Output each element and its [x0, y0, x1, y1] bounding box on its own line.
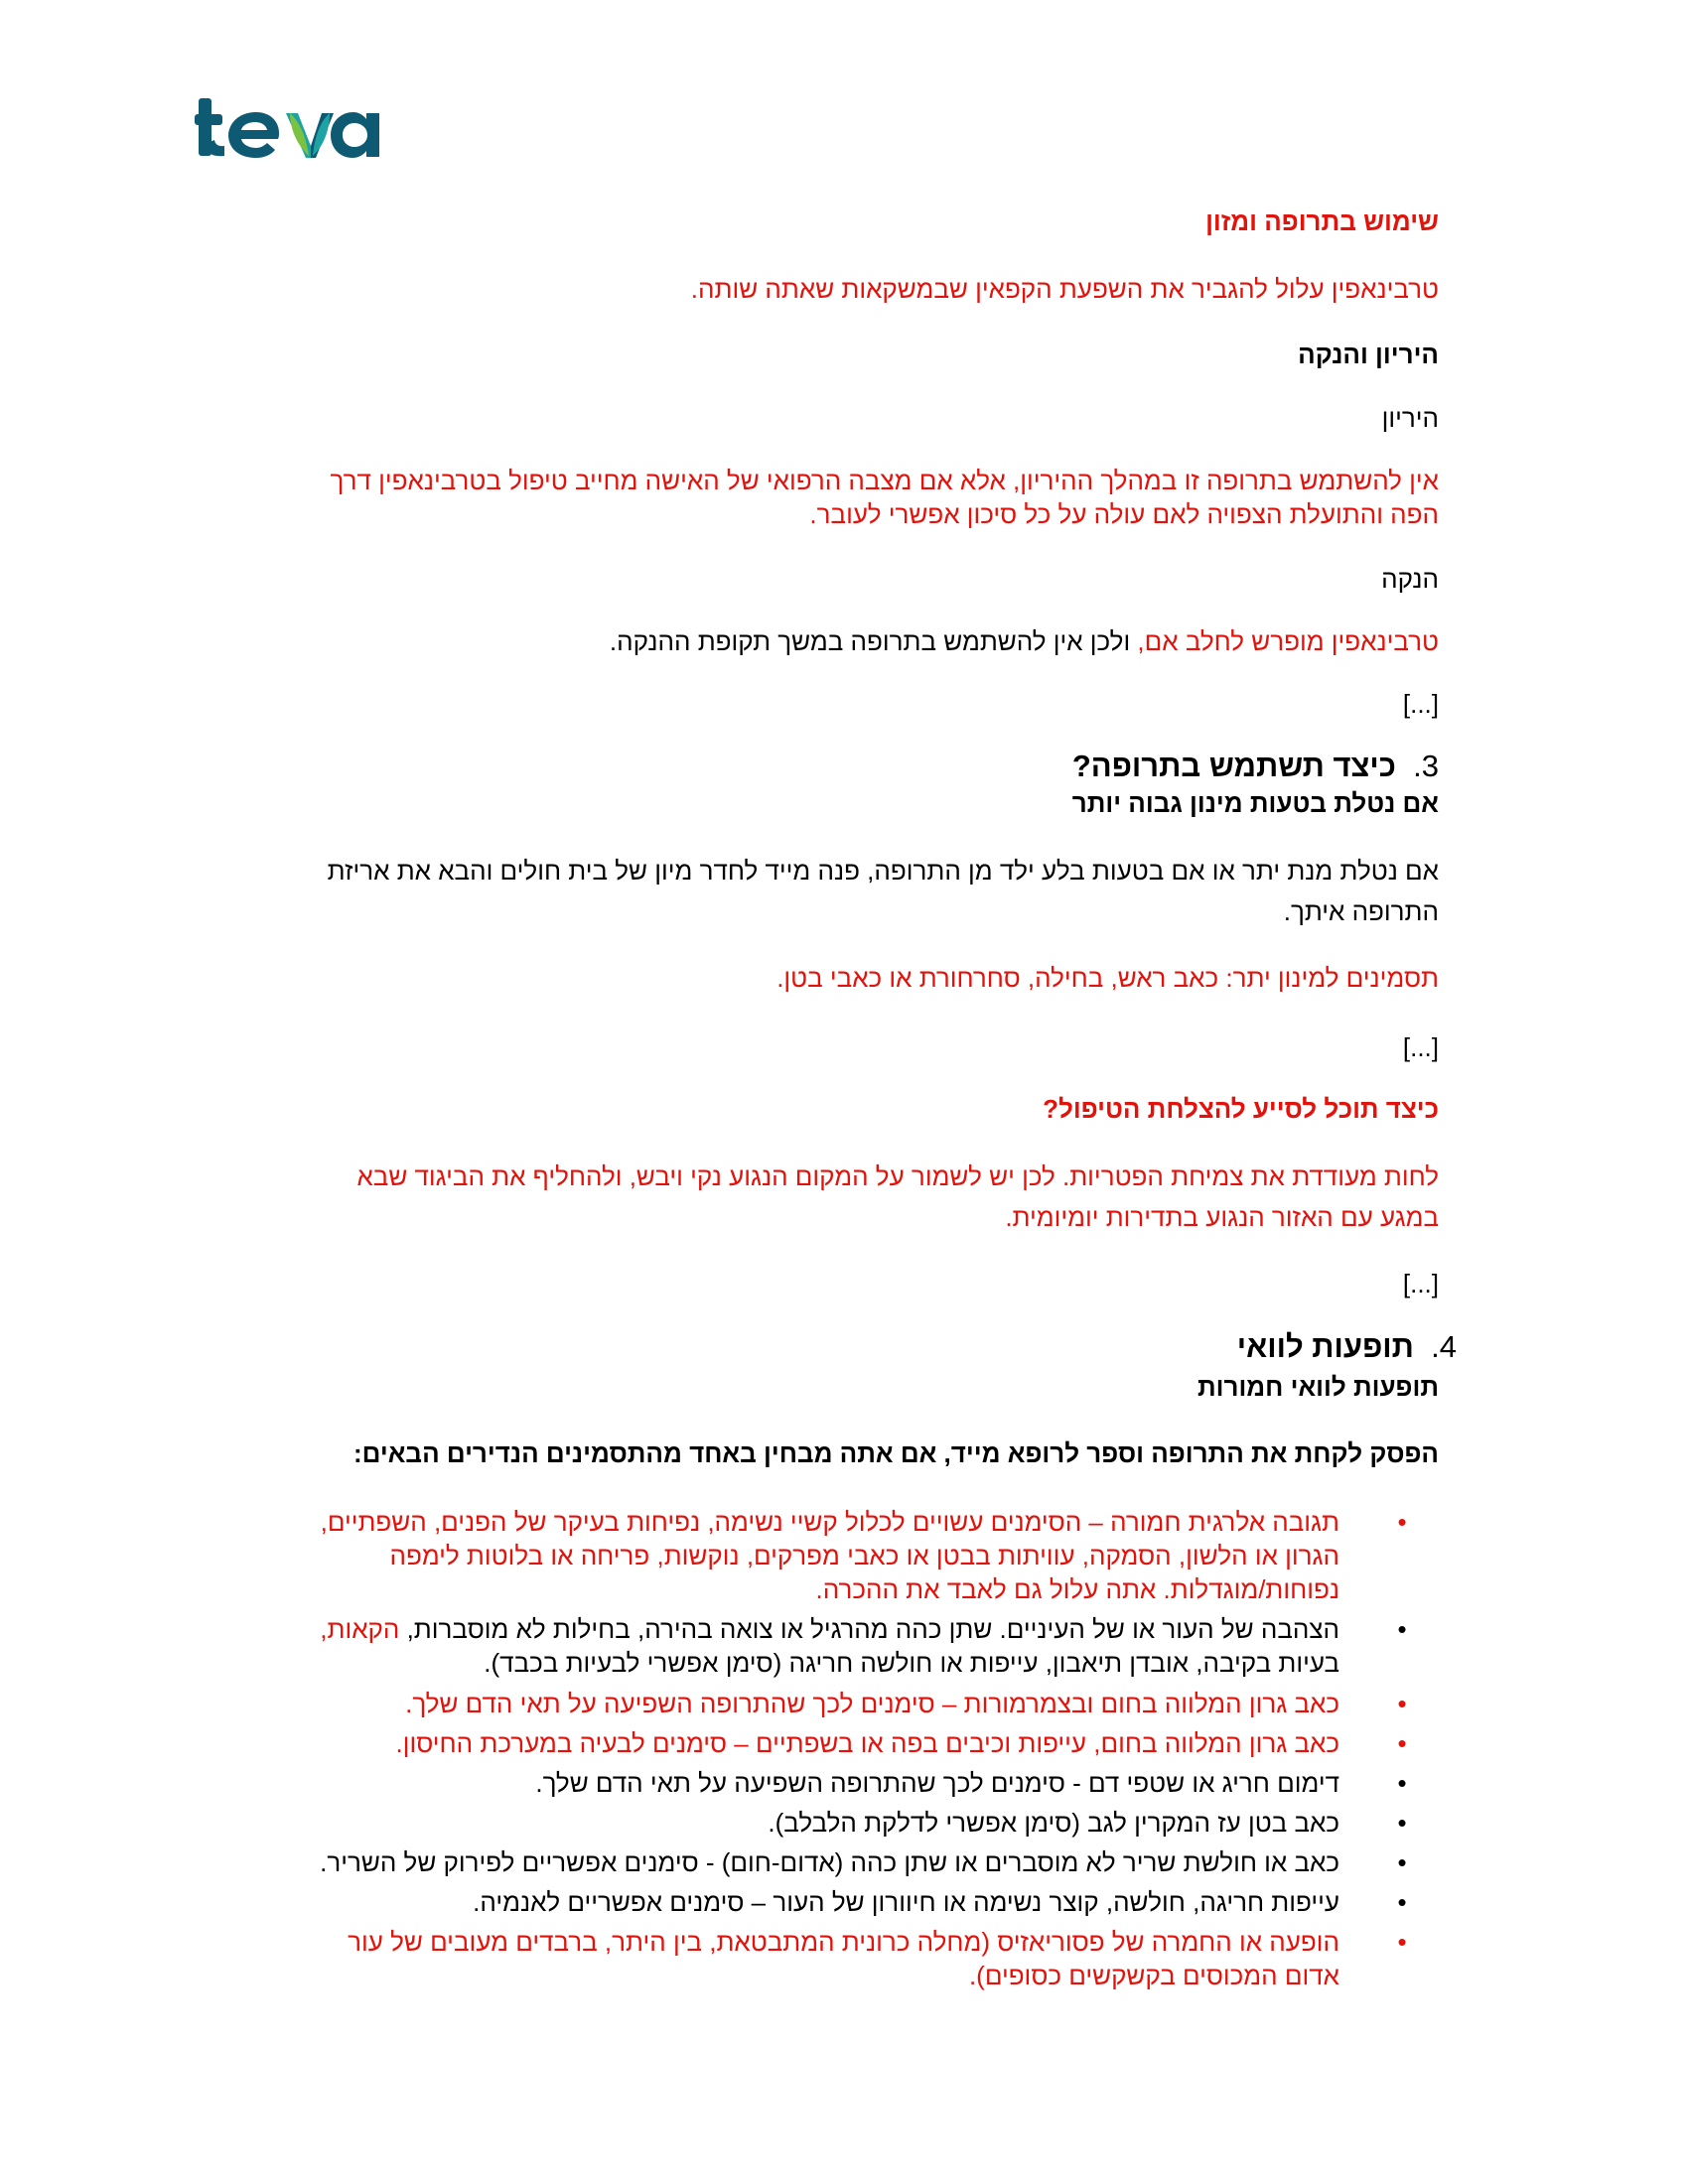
bullet-icon: •	[1397, 1689, 1407, 1718]
overdose-text-line-1: אם נטלת מנת יתר או אם בטעות בלע ילד מן התרופה, פנה מייד לחדר מיון של בית חולים והבא את אריזת	[327, 856, 1439, 886]
list-item-text-red: הקאות,	[320, 1614, 407, 1644]
ellipsis-1: [...]	[1402, 689, 1439, 719]
help-text-line-1: לחות מעודדת את צמיחת הפטריות. לכן יש לשמור על המקום הנגוע נקי ויבש, ולהחליף את הביגוד שבא	[356, 1161, 1439, 1191]
bullet-icon: •	[1397, 1768, 1407, 1798]
list-item	[194, 1505, 1407, 1612]
ellipsis-2: [...]	[1402, 1032, 1439, 1062]
section-3-number: 3.	[1413, 749, 1439, 783]
list-item-line: כאב בטן עז המקרין לגב (סימן אפשרי לדלקת הלבלב).	[768, 1808, 1339, 1838]
list-item	[194, 1925, 1407, 1994]
nursing-text	[194, 624, 1439, 658]
bullet-icon: •	[1397, 1887, 1407, 1917]
section-4-heading	[211, 1330, 1457, 1364]
overdose-text-line-2: התרופה איתך.	[1283, 896, 1439, 926]
pregnancy-text-line-2: הפה והתועלת הצפויה לאם עולה על כל סיכון אפשרי לעובר.	[809, 499, 1439, 529]
bullet-icon: •	[1397, 1507, 1407, 1537]
list-item	[194, 1687, 1407, 1726]
nursing-subtitle: הנקה	[1381, 564, 1439, 594]
list-item-line: כאב גרון המלווה בחום, עייפות וכיבים בפה או בשפתיים – סימנים לבעיה במערכת החיסון.	[395, 1728, 1339, 1758]
section-4-number: 4.	[1431, 1329, 1457, 1364]
list-item	[194, 1845, 1407, 1885]
bullet-icon: •	[1397, 1808, 1407, 1838]
teva-logo	[195, 94, 383, 166]
overdose-symptoms: תסמינים למינון יתר: כאב ראש, בחילה, סחרחורת או כאבי בטן.	[776, 963, 1439, 993]
food-section-title: שימוש בתרופה ומזון	[1205, 206, 1439, 236]
help-title: כיצד תוכל לסייע להצלחת הטיפול?	[1043, 1094, 1439, 1124]
list-item-line: כאב גרון המלווה בחום ובצמרמורות – סימנים לכך שהתרופה השפיעה על תאי הדם שלך.	[405, 1689, 1339, 1718]
nursing-text-black: ולכן אין להשתמש בתרופה במשך תקופת ההנקה.	[609, 626, 1138, 656]
list-item	[194, 1612, 1407, 1687]
list-item-line: אדום המכוסים בקשקשים כסופים).	[968, 1961, 1339, 1990]
help-text-line-2: במגע עם האזור הנגוע בתדירות יומיומית.	[1005, 1202, 1439, 1232]
list-item-line: הופעה או החמרה של פסוריאזיס (מחלה כרונית המתבטאת, בין היתר, ברבדים מעובים של עור	[348, 1927, 1339, 1957]
bullet-icon: •	[1397, 1728, 1407, 1758]
list-item-line: דימום חריג או שטפי דם - סימנים לכך שהתרופה השפיעה על תאי הדם שלך.	[535, 1768, 1339, 1798]
list-item	[194, 1885, 1407, 1925]
list-item	[194, 1766, 1407, 1806]
list-item-line: תגובה אלרגית חמורה – הסימנים עשויים לכלול קשיי נשימה, נפיחות בעיקר של הפנים, השפתיים,	[320, 1507, 1339, 1537]
severe-effects-title: תופעות לוואי חמורות	[1196, 1372, 1439, 1402]
nursing-text-red: טרבינאפין מופרש לחלב אם,	[1137, 626, 1439, 656]
ellipsis-3: [...]	[1402, 1269, 1439, 1298]
list-item-line: בעיות בקיבה, אובדן תיאבון, עייפות או חולשה חריגה (סימן אפשרי לבעיות בכבד).	[484, 1648, 1339, 1678]
pregnancy-text-line-1: אין להשתמש בתרופה זו במהלך ההיריון, אלא אם מצבה הרפואי של האישה מחייב טיפול בטרבינאפין דרך	[330, 466, 1439, 495]
section-4-title: תופעות לוואי	[1236, 1329, 1414, 1364]
list-item-line	[194, 1612, 1339, 1646]
list-item	[194, 1806, 1407, 1845]
list-item-line: הגרון או הלשון, הסמקה, עוויתות בבטן או כאבי מפרקים, נוקשות, פריחה או בלוטות לימפה	[389, 1541, 1339, 1570]
stop-instruction: הפסק לקחת את התרופה וספר לרופא מייד, אם אתה מבחין באחד מהתסמינים הנדירים הבאים:	[352, 1438, 1439, 1468]
section-3-title: כיצד תשתמש בתרופה?	[1071, 749, 1396, 783]
overdose-title: אם נטלת בטעות מינון גבוה יותר	[1071, 788, 1439, 818]
list-item	[194, 1726, 1407, 1766]
pregnancy-title: היריון והנקה	[1298, 340, 1439, 369]
list-item-line: כאב או חולשת שריר לא מוסברים או שתן כהה (אדום-חום) - סימנים אפשריים לפירוק של השריר.	[320, 1847, 1339, 1877]
pregnancy-subtitle: היריון	[1381, 403, 1439, 433]
side-effects-list	[194, 1505, 1407, 1994]
list-item-line: נפוחות/מוגדלות. אתה עלול גם לאבד את ההכרה.	[815, 1574, 1339, 1604]
list-item-text: הצהבה של העור או של העיניים. שתן כהה מהרגיל או צואה בהירה, בחילות לא מוסברות,	[406, 1614, 1339, 1644]
list-item-line: עייפות חריגה, חולשה, קוצר נשימה או חיוורון של העור – סימנים אפשריים לאנמיה.	[473, 1887, 1339, 1917]
bullet-icon: •	[1397, 1927, 1407, 1957]
food-section-text: טרבינאפין עלול להגביר את השפעת הקפאין שבמשקאות שאתה שותה.	[690, 274, 1439, 304]
section-3-heading	[194, 750, 1439, 783]
bullet-icon: •	[1397, 1847, 1407, 1877]
bullet-icon: •	[1397, 1614, 1407, 1644]
